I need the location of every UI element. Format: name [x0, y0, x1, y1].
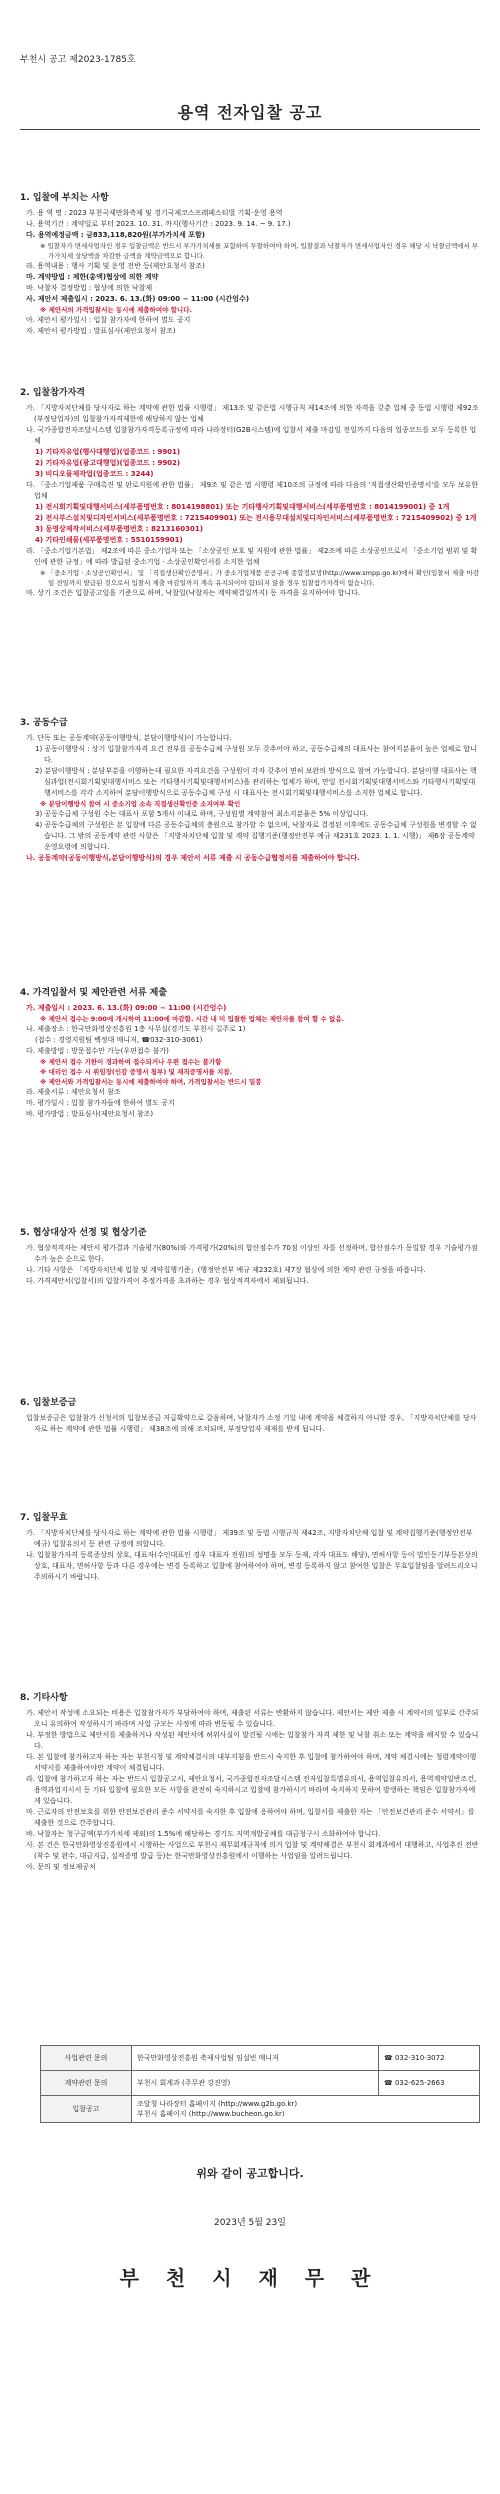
list-item: 나. 용역기간 : 계약일로 부터 2023. 10. 31. 까지(행사기간 : 2023. 9. 14. ~ 9. 17.) — [26, 220, 291, 228]
section-title: 4. 가격입찰서 및 제안관련 서류 제출 — [20, 988, 168, 998]
section-5 — [20, 1225, 480, 1287]
section-7 — [20, 1510, 480, 1583]
list-item: 아. 문의 및 정보제공처 — [26, 1863, 96, 1871]
list-item: 가. 제출일시 : 2023. 6. 13.(화) 09:00 ~ 11:00 (시간엄수) — [26, 1004, 227, 1012]
note-item: ※ 제안서의 가격입찰서는 동시에 제출하여야 합니다. — [40, 306, 192, 314]
list-subitem: (접수 : 경영지원팀 백정대 매니저, ☎032-310-3061) — [35, 1036, 203, 1044]
list-subitem: 4) 기타인쇄물(세부품명번호 : 5510159901) — [35, 536, 183, 544]
note-item: ※ 「중소기업 · 소상공인확인서」 및 「직접생산확인증명서」가 중소기업제품 공공구매 종합정보망(http://www.smpp.go.kr)에서 확인(입찰서 제출 마감일 전일까지 발급된 것으로서 입찰서 제출 마감일까지 계속 유지되어야 함)되지 않을 경우 입찰참가자격이 없습니다. — [40, 569, 480, 587]
list-item: 나. 부정한 방법으로 제안서를 제출하거나 작성된 제안서에 허위사실이 발견될 시에는 입찰참가 자격 제한 및 낙찰 취소 또는 계약을 해지할 수 있습니다. — [26, 1731, 479, 1750]
section-6 — [20, 1395, 480, 1435]
table-row — [41, 2046, 480, 2071]
contact-value: 한국만화영상진흥원 축제사업팀 임설빈 매니저 — [132, 2046, 379, 2071]
list-item: 가. 「지방자치단체를 당사자로 하는 계약에 관한 법률 시행령」 제39조 및 동법 시행규칙 제42조, 지방자치단체 입찰 및 계약집행기준(행정안전부 예규) 입찰유의서 등 관련 규정에 의합니다. — [26, 1529, 473, 1548]
list-item: 바. 평가방법 : 발표심사(제안요청서 참조) — [26, 1110, 154, 1118]
list-subitem: 2) 분담이행방식 : 분담부분을 이행하는데 필요한 자격요건을 구성원이 각자 갖추어 면허 보완의 방식으로 참여 가능합니다. 분담이행 대표사는 핵심과업(전시회기획및대행서비스 또는 기타행사기획및대행서비스)을 관리하는 업체가 하며, 만일 전시회기획및대행서비스와 기타행사기획및대행서비스를 각각 소지하여 분담이행방식으로 공동수급체 구성 시 대표사는 전시회기획및대행서비스를 소지한 업체로 합니다. — [35, 767, 477, 797]
section-title: 6. 입찰보증금 — [20, 1398, 77, 1408]
list-item: 나. 공동계약(공동이행방식,분담이행방식)의 경우 제안서 서류 제출 시 공동수급협정서를 제출하여야 합니다. — [26, 854, 360, 862]
section-title: 7. 입찰무효 — [20, 1513, 68, 1523]
list-subitem: 2) 기타자유업(광고대행업)(업종코드 : 9902) — [35, 459, 181, 467]
note-item: ※ 제안서 접수는 9:00에 개시하여 11:00에 마감함. 시간 내 미 입찰한 업체는 제안자를 참여 할 수 없음. — [40, 1015, 345, 1023]
list-item: 다. 가격제안서(입찰서)의 입찰가격이 추정가격을 초과하는 경우 협상적격자에서 제외됩니다. — [26, 1277, 309, 1285]
section-1 — [20, 190, 480, 337]
list-item: 사. 제안서 제출일시 : 2023. 6. 13.(화) 09:00 ~ 11:00 (시간엄수) — [26, 295, 250, 303]
contact-label: 입찰공고 — [41, 2096, 132, 2123]
g2b-link[interactable]: 조달청 나라장터 홈페이지 (http://www.g2b.go.kr) — [137, 2100, 298, 2108]
list-item: 라. 제출서류 : 제안요청서 참조 — [26, 1088, 121, 1096]
notice-number: 부천시 공고 제2023-1785호 — [20, 55, 136, 65]
contact-value — [132, 2096, 480, 2123]
list-item: 나. 기타 사항은 「지방자치단체 입찰 및 계약집행기준」(행정안전부 예규 제232호) 제7장 협상에 의한 계약 관련 규정을 따릅니다. — [26, 1266, 426, 1274]
list-item: 가. 「지방자치단체를 당사자로 하는 계약에 관한 법률 시행령」 제13조 및 같은법 시행규칙 제14조에 의한 자격을 갖춘 업체 중 동법 시행령 제92조(부정당업자)의 입찰참가자격제한에 해당하지 않는 업체 — [26, 404, 479, 423]
title-divider — [20, 129, 480, 130]
list-item: 마. 평가일시 : 입찰 참가자들에 한하여 별도 공지 — [26, 1099, 175, 1107]
list-item: 나. 입찰참가자격 등록증상의 상호, 대표자(수인대표인 경우 대표자 전원)의 성명을 모두 등재, 각자 대표도 해당), 면허사항 등이 법인등기부등본상의 상호, 대표자, 면허사항 등과 다른 경우에는 변경 등록하고 입찰에 참여하여야 하며, 변경 등록하지 않고 참여한 입찰은 무효입찰임을 알려드리오니 주의하시기 바랍니다. — [26, 1551, 478, 1581]
note-item: ※ 제안서 접수 기한이 경과하여 접수되거나 우편 접수는 불가함 — [40, 1058, 222, 1066]
list-item: 다. 본 입찰에 참가하고자 하는 자는 부천시청 및 계약체결시의 내부지침을 반드시 숙지한 후 입찰에 참가하여야 하며, 계약 체결시에는 청렴계약이행서약서를 제출하여야만 계약이 체결됩니다. — [26, 1753, 477, 1772]
list-item: 다. 「중소기업제품 구매촉진 및 판로지원에 관한 법률」 제9조 및 같은 법 시행령 제10조의 규정에 따라 다음의 '직접생산확인증명서'를 모두 보유한 업체 — [26, 481, 479, 500]
contact-table — [40, 2045, 480, 2123]
section-title: 1. 입찰에 부치는 사항 — [20, 193, 109, 203]
issuer-name: 부 천 시 재 무 관 — [119, 2266, 381, 2290]
contact-label: 계약관련 문의 — [41, 2071, 132, 2096]
list-item: 나. 국가종합전자조달시스템 입찰참가자격등록규정에 따라 나라장터(G2B시스템)에 입찰서 제출 마감일 전일까지 다음의 업종코드를 모두 등록한 업체 — [26, 426, 477, 445]
list-item: 가. 용 역 명 : 2023 부천국제만화축제 및 경기국제코스프레페스티벌 기획·운영 용역 — [26, 209, 283, 217]
section-title: 2. 입찰참가자격 — [20, 388, 85, 398]
list-item: 사. 본 건은 한국만화영상진흥원에서 시행하는 사업으로 부천시 재무회계규칙에 의거 입찰 및 계약체결은 부천시 회계과에서 대행하고, 사업추진 전반(착수 및 완수, 대금지급, 실적증명 발급 등)는 한국만화영상진흥원에서 이행하는 사업임을 알려드립니다. — [26, 1841, 479, 1860]
section-2 — [20, 385, 480, 599]
section-8 — [20, 1690, 480, 1873]
section-title: 3. 공동수급 — [20, 718, 68, 728]
list-item: 라. 용역내용 : 행사 기획 및 운영 전반 등(제안요청서 참조) — [26, 262, 205, 270]
list-item: 라. 입찰에 참가하고자 하는 자는 반드시 입찰공고서, 제안요청서, 국가종합전자조달시스템 전자입찰특별유의서, 용역입찰유의서, 용역계약일반조건, 용역과업지시서 등 기타 입찰에 필요한 모든 사항을 완전히 숙지하시고 입찰에 참가하시기 바라며 숙지하지 못하여 발생하는 책임은 입찰참가자에게 있습니다. — [26, 1775, 477, 1805]
list-item: 가. 협상적격자는 제안서 평가결과 기술평가(80%)와 가격평가(20%)의 합산점수가 70점 이상인 자를 선정하며, 합산점수가 동일할 경우 기술평가점수가 높은 순으로 한다. — [26, 1244, 478, 1263]
section-4 — [20, 985, 480, 1120]
list-subitem: 3) 공동수급체 구성원 수는 대표사 포함 5개사 이내로 하며, 구성원별 계약참여 최소지분율은 5% 이상입니다. — [35, 810, 369, 818]
bucheon-link[interactable]: 부천시 홈페이지 (http://www.bucheon.go.kr) — [137, 2110, 285, 2118]
list-item: 라. 「중소기업기본법」 제2조에 따른 중소기업자 또는 「소상공인 보호 및 지원에 관한 법률」 제2조에 따른 소상공인으로서 「중소기업 범위 및 확인에 관한 규정」에 따라 발급된 중소기업 · 소상공인확인서를 소지한 업체 — [26, 547, 478, 566]
list-item: 마. 계약방법 : 제한(총액)협상에 의한 계약 — [26, 273, 159, 281]
list-subitem: 1) 공동이행방식 : 상기 입찰참가자격 요건 전부를 공동수급체 구성원 모두 갖추어야 하고, 공동수급체의 대표사는 참여지분율이 높은 업체로 합니다. — [35, 745, 477, 764]
list-item: 입찰보증금은 입찰참가 신청서의 입찰보증금 지급확약으로 갈음하며, 낙찰자가 소정 기일 내에 계약을 체결하지 아니할 경우, 「지방자치단체를 당사자로 하는 계약에 관한 법률 시행령」 제38조에 의해 조치되며, 부정당업자 제재를 받게 됩니다. — [26, 1414, 477, 1433]
contact-phone: ☎ 032-625-2663 — [379, 2071, 480, 2096]
note-item: ※ 제안서와 가격입찰서는 동시에 제출하여야 하며, 가격입찰서는 반드시 밀봉 — [40, 1078, 262, 1086]
section-3 — [20, 715, 480, 864]
list-subitem: 4) 공동수급체의 구성원은 본 입찰에 다른 공동수급체의 충원으로 참가할 수 없으며, 낙찰자로 결정된 이후에도 공동수급체 구성원을 변경할 수 없습니다. 그 밖의 공동계약 관련 사항은 「지방자치단체 입찰 및 계약 집행기준(행정안전부 예규 제231호 2023. 1. 1. 시행)」 제6장 공동계약 운영요령에 의합니다. — [35, 821, 477, 851]
page-title: 용역 전자입찰 공고 — [177, 103, 323, 122]
table-row — [41, 2096, 480, 2123]
list-item: 다. 용역예정금액 : 금833,118,820원(부가가치세 포함) — [26, 231, 205, 239]
list-subitem: 2) 전시부스설치및디자인서비스(세부품명번호 : 7215409901) 또는 전시용무대설치및디자인서비스(세부품명번호 : 7215409902) 중 1개 — [35, 514, 477, 522]
list-subitem: 3) 비디오물제작업(업종코드 : 3244) — [35, 470, 154, 478]
list-item: 바. 낙찰자 결정방법 : 협상에 의한 낙찰제 — [26, 284, 153, 292]
list-subitem: 3) 동영상제작서비스(세부품명번호 : 8213160301) — [35, 525, 203, 533]
list-item: 마. 근로자의 안전보호를 위한 안전보건관리 준수 서약서를 숙지한 후 입찰에 응하여야 하며, 입찰서를 제출한 자는 「안전보건관리 준수 서약서」를 제출한 것으로 간주합니다. — [26, 1808, 475, 1827]
list-item: 마. 상기 조건은 입찰공고일을 기준으로 하며, 낙찰일(낙찰자는 계약체결일까지) 동 자격을 유지하여야 합니다. — [26, 589, 361, 597]
note-item: ※ 대리인 접수 시 위임장(인감 증명서 첨부) 및 재직증명서를 지참. — [40, 1068, 233, 1076]
list-item: 가. 단독 또는 공동계약(공동이행방식, 분담이행방식)이 가능합니다. — [26, 734, 232, 742]
note-item: ※ 입찰자가 면세사업자인 경우 입찰금액은 반드시 부가가치세를 포함하여 투찰하여야 하며, 입찰결과 낙찰자가 면세사업자인 경우 해당 시 낙찰금액에서 부가가치세 상당액을 차감한 금액을 계약금액으로 합니다. — [40, 242, 479, 260]
contact-phone: ☎ 032-310-3072 — [379, 2046, 480, 2071]
contact-label: 사업관련 문의 — [41, 2046, 132, 2071]
section-title: 8. 기타사항 — [20, 1693, 68, 1703]
section-title: 5. 협상대상자 선정 및 협상기준 — [20, 1228, 147, 1238]
list-item: 나. 제출장소 : 한국만화영상진흥원 1층 사무실(경기도 부천시 길주로 1) — [26, 1025, 246, 1033]
list-subitem: 1) 기타자유업(행사대행업)(업종코드 : 9901) — [35, 448, 181, 456]
list-item: 아. 제안서 평가일시 : 입찰 참가자에 한하여 별도 공지 — [26, 316, 191, 324]
notice-date: 2023년 5월 23일 — [214, 2218, 286, 2228]
contact-value: 부천시 회계과 (주무관 강진영) — [132, 2071, 379, 2096]
closing-statement: 위와 같이 공고합니다. — [196, 2167, 304, 2180]
list-item: 다. 제출방법 : 방문접수만 가능(우편접수 불가) — [26, 1047, 169, 1055]
table-row — [41, 2071, 480, 2096]
list-item: 자. 제안서 평가방법 : 발표심사(제안요청서 참조) — [26, 327, 176, 335]
note-item: ※ 분담이행방식 참여 시 중소기업 소속 직접생산확인증 소지여부 확인 — [40, 800, 241, 808]
list-item: 바. 낙찰자는 청구금액(부가가치세 제외)의 1.5%에 해당하는 경기도 지역개발공채를 대금청구시 소화하여야 합니다. — [26, 1830, 381, 1838]
list-subitem: 1) 전시회기획및대행서비스(세부품명번호 : 8014198801) 또는 기타행사기획및대행서비스(세부품명번호 : 8014199001) 중 1개 — [35, 503, 450, 511]
list-item: 가. 제안서 작성에 소요되는 비용은 입찰참가자가 부담하여야 하며, 제출된 서류는 반환하지 않습니다. 제안서는 제안 제출 시 계약서의 일부로 간주되오니 유의하여 작성하시기 바라며 사업 규모는 사정에 따라 변동될 수 있습니다. — [26, 1709, 479, 1728]
